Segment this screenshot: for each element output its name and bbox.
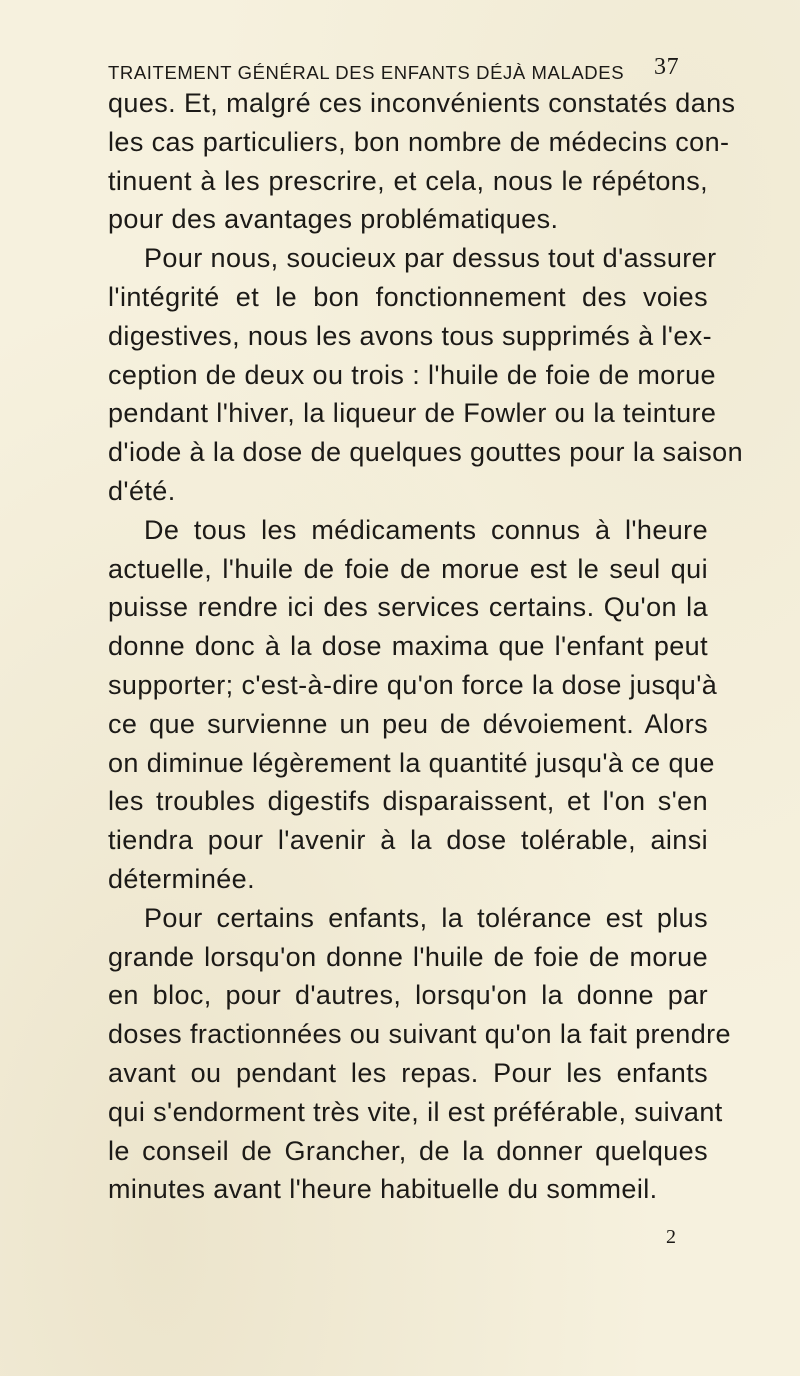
running-title: TRAITEMENT GÉNÉRAL DES ENFANTS DÉJÀ MALADES (108, 62, 625, 83)
text-line: le conseil de Grancher, de la donner quelques (108, 1135, 708, 1166)
page-number: 37 (654, 54, 680, 80)
text-line: qui s'endorment très vite, il est préférable, suivant (108, 1096, 723, 1127)
text-line: on diminue légèrement la quantité jusqu'à ce que (108, 747, 715, 778)
text-line: d'été. (108, 475, 176, 506)
paragraph-start-line: De tous les médicaments connus à l'heure (144, 514, 708, 545)
text-line: actuelle, l'huile de foie de morue est le seul qui (108, 553, 708, 584)
text-line: pour des avantages problématiques. (108, 204, 559, 235)
text-line: les cas particuliers, bon nombre de médecins con- (108, 126, 730, 157)
text-line: d'iode à la dose de quelques gouttes pour la saison (108, 437, 744, 468)
text-line: en bloc, pour d'autres, lorsqu'on la donne par (108, 980, 708, 1011)
running-header (108, 54, 708, 84)
text-line: tiendra pour l'avenir à la dose tolérable, ainsi (108, 825, 708, 856)
text-line: doses fractionnées ou suivant qu'on la fait prendre (108, 1019, 731, 1050)
text-line: minutes avant l'heure habituelle du sommeil. (108, 1174, 658, 1205)
text-line: ce que survienne un peu de dévoiement. Alors (108, 708, 708, 739)
text-line: les troubles digestifs disparaissent, et l'on s'en (108, 786, 708, 817)
signature-mark: 2 (666, 1226, 676, 1248)
body-text (108, 84, 744, 1209)
text-line: l'intégrité et le bon fonctionnement des voies (108, 281, 708, 312)
text-line: pendant l'hiver, la liqueur de Fowler ou la teinture (108, 398, 717, 429)
text-line: déterminée. (108, 863, 255, 894)
text-line: tinuent à les prescrire, et cela, nous le répétons, (108, 165, 708, 196)
text-line: digestives, nous les avons tous supprimés à l'ex- (108, 320, 713, 351)
text-line: supporter; c'est-à-dire qu'on force la dose jusqu'à (108, 669, 718, 700)
text-line: puisse rendre ici des services certains. Qu'on la (108, 592, 708, 623)
paragraph-start-line: Pour nous, soucieux par dessus tout d'assurer (144, 243, 717, 274)
text-line: ques. Et, malgré ces inconvénients constatés dans (108, 88, 736, 118)
text-line: ception de deux ou trois : l'huile de foie de morue (108, 359, 716, 390)
paragraph-start-line: Pour certains enfants, la tolérance est plus (144, 902, 708, 933)
text-line: grande lorsqu'on donne l'huile de foie de morue (108, 941, 708, 972)
text-line: avant ou pendant les repas. Pour les enfants (108, 1057, 708, 1088)
text-line: donne donc à la dose maxima que l'enfant peut (108, 631, 708, 662)
